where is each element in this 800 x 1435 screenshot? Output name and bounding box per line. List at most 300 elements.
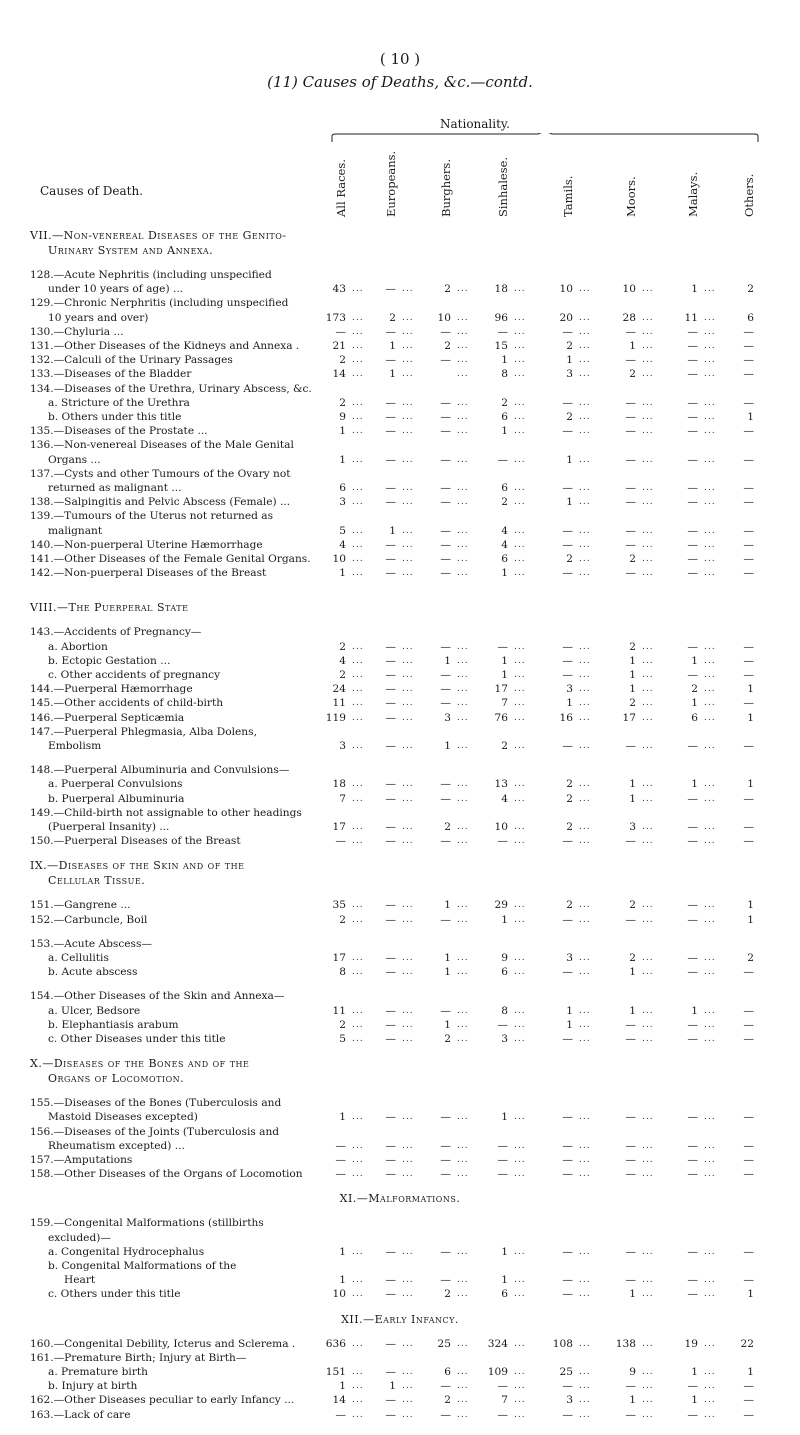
table-row <box>0 382 800 396</box>
leader-dots: ... <box>457 412 469 422</box>
leader-dots: ... <box>352 1112 364 1123</box>
cell-value: — <box>385 396 396 409</box>
leader-dots: ... <box>402 1409 414 1420</box>
leader-dots: ... <box>579 914 591 925</box>
cell-value: 2 <box>747 283 754 296</box>
leader-dots: ... <box>579 836 591 847</box>
cell-value: 1 <box>444 654 451 667</box>
leader-dots: ... <box>402 712 414 723</box>
cell-value: 1 <box>629 778 636 791</box>
cause-label: c. Others under this title <box>48 1288 181 1301</box>
cell-value: 6 <box>501 482 508 494</box>
leader-dots: ... <box>514 793 526 804</box>
cell-value: — <box>743 1139 754 1152</box>
cell-value: 18 <box>494 283 508 296</box>
leader-dots: ... <box>402 326 414 337</box>
leader-dots: ... <box>352 1019 364 1030</box>
leader-dots: ... <box>579 1367 591 1377</box>
table-row <box>0 668 800 682</box>
leader-dots: ... <box>514 1169 526 1180</box>
leader-dots: ... <box>642 655 654 666</box>
cell-value: 10 <box>332 553 346 565</box>
cell-value: — <box>385 1408 396 1421</box>
table-row <box>0 1096 800 1110</box>
cell-value: 1 <box>444 966 451 979</box>
leader-dots: ... <box>457 1155 469 1165</box>
cell-value: — <box>687 354 698 367</box>
cell-value: 1 <box>339 453 346 466</box>
leader-dots: ... <box>642 967 654 978</box>
leader-dots: ... <box>402 568 414 579</box>
leader-dots: ... <box>457 741 469 751</box>
cell-value: — <box>562 425 573 438</box>
cell-value: 10 <box>437 311 451 324</box>
cell-value: — <box>440 640 451 653</box>
cell-value: 76 <box>494 711 508 724</box>
cell-value: 17 <box>622 711 636 724</box>
cause-label: (Puerperal Insanity) ... <box>48 821 170 833</box>
cell-value: — <box>385 411 396 423</box>
cell-value: 1 <box>747 899 754 912</box>
cell-value: 7 <box>501 697 508 710</box>
leader-dots: ... <box>457 1140 469 1151</box>
cause-label: c. Other accidents of pregnancy <box>48 669 221 681</box>
leader-dots: ... <box>352 836 364 847</box>
cell-value: — <box>743 1004 754 1017</box>
leader-dots: ... <box>579 1409 591 1420</box>
leader-dots: ... <box>642 900 654 911</box>
cell-value: 8 <box>501 368 508 381</box>
cause-label: 158.—Other Diseases of the Organs of Locomotion <box>30 1168 303 1181</box>
cell-value: — <box>687 669 698 681</box>
cause-label: 129.—Chronic Nerphritis (including unspecified <box>30 297 289 310</box>
leader-dots: ... <box>704 953 716 963</box>
cell-value: — <box>385 697 396 710</box>
cell-value: 1 <box>501 654 508 667</box>
cell-value: 1 <box>747 1366 754 1378</box>
leader-dots: ... <box>579 1112 591 1123</box>
leader-dots: ... <box>704 454 716 465</box>
leader-dots: ... <box>704 741 716 751</box>
leader-dots: ... <box>457 284 469 295</box>
leader-dots: ... <box>457 641 469 652</box>
cell-value: — <box>687 1274 698 1287</box>
cell-value: — <box>743 354 754 367</box>
cell-value: — <box>687 368 698 381</box>
leader-dots: ... <box>402 369 414 380</box>
leader-dots: ... <box>514 712 526 723</box>
leader-dots: ... <box>642 554 654 564</box>
leader-dots: ... <box>402 698 414 709</box>
cell-value: 3 <box>629 821 636 833</box>
cell-value: 1 <box>444 1018 451 1031</box>
cell-value: — <box>687 792 698 805</box>
leader-dots: ... <box>402 539 414 550</box>
cell-value: — <box>625 496 636 509</box>
leader-dots: ... <box>457 341 469 351</box>
leader-dots: ... <box>514 1275 526 1286</box>
cell-value: 2 <box>339 354 346 367</box>
leader-dots: ... <box>579 1155 591 1165</box>
leader-dots: ... <box>402 454 414 465</box>
cell-value: 1 <box>691 778 698 791</box>
leader-dots: ... <box>457 1246 469 1257</box>
leader-dots: ... <box>579 953 591 963</box>
cell-value: — <box>743 524 754 537</box>
leader-dots: ... <box>579 284 591 295</box>
leader-dots: ... <box>514 684 526 695</box>
cell-value: — <box>385 496 396 509</box>
leader-dots: ... <box>642 454 654 465</box>
cell-value: 1 <box>501 1274 508 1287</box>
leader-dots: ... <box>579 525 591 536</box>
cell-value: 1 <box>501 425 508 438</box>
cell-value: — <box>385 567 396 580</box>
leader-dots: ... <box>579 967 591 978</box>
cell-value: 2 <box>566 899 573 912</box>
leader-dots: ... <box>352 412 364 422</box>
leader-dots: ... <box>579 497 591 508</box>
cell-value: 6 <box>444 1366 451 1378</box>
leader-dots: ... <box>579 369 591 380</box>
leader-dots: ... <box>704 684 716 695</box>
leader-dots: ... <box>704 1338 716 1349</box>
table-row <box>0 1018 800 1032</box>
cell-value: — <box>562 1288 573 1301</box>
cell-value: — <box>440 411 451 423</box>
cell-value: 10 <box>494 821 508 833</box>
cause-label: 137.—Cysts and other Tumours of the Ovary not <box>30 467 291 480</box>
cell-value: 2 <box>629 952 636 964</box>
cell-value: — <box>743 640 754 653</box>
cell-value: — <box>625 740 636 752</box>
table-row <box>0 1125 800 1139</box>
cell-value: — <box>687 396 698 409</box>
cause-label: a. Congenital Hydrocephalus <box>48 1245 205 1258</box>
cause-label: 157.—Amputations <box>30 1154 133 1166</box>
cause-label: b. Injury at birth <box>48 1380 138 1393</box>
cell-value: — <box>385 1139 396 1152</box>
cell-value: — <box>687 538 698 551</box>
leader-dots: ... <box>642 914 654 925</box>
cell-value: — <box>743 835 754 848</box>
leader-dots: ... <box>457 397 469 408</box>
cell-value: — <box>743 325 754 338</box>
page-number: ( 10 ) <box>379 50 421 68</box>
leader-dots: ... <box>514 698 526 709</box>
leader-dots: ... <box>704 914 716 925</box>
cell-value: — <box>497 1380 508 1393</box>
cell-value: — <box>625 411 636 423</box>
table-row <box>0 682 800 696</box>
table-row <box>0 424 800 438</box>
cause-label: 141.—Other Diseases of the Female Genital Organs. <box>30 553 311 565</box>
cell-value: — <box>385 669 396 681</box>
cell-value: — <box>335 1139 346 1152</box>
cell-value: — <box>625 1408 636 1421</box>
leader-dots: ... <box>642 822 654 832</box>
cause-label: 134.—Diseases of the Urethra, Urinary Abscess, &c. <box>30 382 312 395</box>
leader-dots: ... <box>402 822 414 832</box>
cell-value: — <box>687 1245 698 1258</box>
cell-value: — <box>385 821 396 833</box>
cell-value: 28 <box>622 311 636 324</box>
cell-value: — <box>335 1168 346 1181</box>
cause-label: b. Elephantiasis arabum <box>48 1018 179 1031</box>
cell-value: 1 <box>747 711 754 724</box>
cause-label: c. Other Diseases under this title <box>48 1033 226 1045</box>
leader-dots: ... <box>642 793 654 804</box>
section-heading: VIII.—The Puerperal State <box>30 601 189 615</box>
leader-dots: ... <box>704 539 716 550</box>
leader-dots: ... <box>352 284 364 295</box>
table-row <box>0 1153 800 1167</box>
cell-value: 1 <box>501 1111 508 1124</box>
leader-dots: ... <box>352 914 364 925</box>
cell-value: — <box>687 553 698 565</box>
cell-value: — <box>562 1111 573 1124</box>
cell-value: — <box>335 1154 346 1166</box>
table-row <box>0 268 800 282</box>
cell-value: 1 <box>339 425 346 438</box>
table-row <box>0 806 800 820</box>
cell-value: — <box>687 913 698 926</box>
cause-label: 162.—Other Diseases peculiar to early Infancy ... <box>30 1394 295 1407</box>
cell-value: 1 <box>501 913 508 926</box>
cell-value: 2 <box>566 792 573 805</box>
cell-value: — <box>687 821 698 833</box>
cell-value: 3 <box>566 368 573 381</box>
leader-dots: ... <box>352 655 364 666</box>
leader-dots: ... <box>352 1381 364 1392</box>
cell-value: — <box>385 1168 396 1181</box>
leader-dots: ... <box>352 698 364 709</box>
leader-dots: ... <box>514 741 526 751</box>
cell-value: — <box>440 1274 451 1287</box>
leader-dots: ... <box>457 1367 469 1377</box>
leader-dots: ... <box>704 341 716 351</box>
leader-dots: ... <box>514 525 526 536</box>
cell-value: 96 <box>494 311 508 324</box>
table-row <box>0 1287 800 1301</box>
leader-dots: ... <box>352 397 364 408</box>
table-row <box>0 1032 800 1046</box>
leader-dots: ... <box>514 967 526 978</box>
table-row <box>0 282 800 296</box>
table-row <box>0 410 800 424</box>
cell-value: — <box>743 966 754 979</box>
leader-dots: ... <box>514 397 526 408</box>
cell-value: — <box>385 683 396 696</box>
leader-dots: ... <box>402 641 414 652</box>
leader-dots: ... <box>704 1275 716 1286</box>
leader-dots: ... <box>704 900 716 911</box>
leader-dots: ... <box>642 1395 654 1406</box>
leader-dots: ... <box>457 1019 469 1030</box>
cell-value: — <box>440 396 451 409</box>
cell-value: 25 <box>559 1366 573 1378</box>
cell-value: — <box>440 1154 451 1166</box>
cell-value: — <box>440 453 451 466</box>
leader-dots: ... <box>704 284 716 295</box>
leader-dots: ... <box>514 369 526 380</box>
leader-dots: ... <box>457 1112 469 1123</box>
cell-value: — <box>625 1018 636 1031</box>
leader-dots: ... <box>402 670 414 680</box>
cell-value: — <box>562 396 573 409</box>
table-row <box>0 552 800 566</box>
cell-value: — <box>497 325 508 338</box>
cell-value: — <box>497 1408 508 1421</box>
leader-dots: ... <box>457 369 469 380</box>
cause-label: 10 years and over) <box>48 311 149 324</box>
leader-dots: ... <box>402 1169 414 1180</box>
cell-value: 1 <box>691 654 698 667</box>
leader-dots: ... <box>514 539 526 550</box>
leader-dots: ... <box>514 1246 526 1257</box>
cell-value: — <box>385 778 396 791</box>
cell-value: — <box>687 740 698 752</box>
leader-dots: ... <box>352 684 364 695</box>
cell-value: 35 <box>332 899 346 912</box>
cell-value: — <box>440 524 451 537</box>
leader-dots: ... <box>579 684 591 695</box>
cell-value: — <box>625 1274 636 1287</box>
cell-value: 1 <box>444 740 451 752</box>
cell-value: — <box>743 553 754 565</box>
cell-value: 1 <box>339 1274 346 1287</box>
leader-dots: ... <box>402 1275 414 1286</box>
cell-value: 3 <box>566 683 573 696</box>
cause-label: a. Stricture of the Urethra <box>48 396 190 409</box>
cell-value: — <box>562 740 573 752</box>
leader-dots: ... <box>579 670 591 680</box>
cell-value: — <box>743 654 754 667</box>
leader-dots: ... <box>457 426 469 437</box>
leader-dots: ... <box>352 1395 364 1406</box>
cell-value: 1 <box>339 1380 346 1393</box>
leader-dots: ... <box>579 793 591 804</box>
leader-dots: ... <box>642 1246 654 1257</box>
cell-value: 7 <box>501 1394 508 1407</box>
cell-value: 2 <box>629 553 636 565</box>
cause-label: 148.—Puerperal Albuminuria and Convulsions— <box>30 764 290 777</box>
cell-value: 3 <box>566 1394 573 1407</box>
leader-dots: ... <box>579 539 591 550</box>
leader-dots: ... <box>579 1019 591 1030</box>
cell-value: — <box>743 496 754 509</box>
leader-dots: ... <box>402 793 414 804</box>
leader-dots: ... <box>704 1409 716 1420</box>
cell-value: 2 <box>691 683 698 696</box>
cell-value: — <box>385 1111 396 1124</box>
table-row <box>0 524 800 538</box>
cell-value: — <box>743 669 754 681</box>
column-header: Malays. <box>686 171 700 217</box>
table-row <box>0 937 800 951</box>
leader-dots: ... <box>352 641 364 652</box>
cause-label: 156.—Diseases of the Joints (Tuberculosis and <box>30 1125 280 1138</box>
leader-dots: ... <box>352 1155 364 1165</box>
table-row <box>0 296 800 310</box>
leader-dots: ... <box>402 967 414 978</box>
cause-label: 159.—Congenital Malformations (stillbirths <box>30 1217 264 1230</box>
leader-dots: ... <box>457 483 469 493</box>
leader-dots: ... <box>514 655 526 666</box>
cell-value: — <box>562 669 573 681</box>
leader-dots: ... <box>402 1381 414 1392</box>
leader-dots: ... <box>352 326 364 337</box>
table-row <box>0 625 800 639</box>
cell-value: — <box>687 1288 698 1301</box>
cell-value: 1 <box>747 683 754 696</box>
leader-dots: ... <box>704 793 716 804</box>
leader-dots: ... <box>514 454 526 465</box>
cell-value: — <box>743 538 754 551</box>
leader-dots: ... <box>402 1395 414 1406</box>
table-row <box>0 453 800 467</box>
cell-value: 4 <box>501 524 508 537</box>
leader-dots: ... <box>352 497 364 508</box>
cell-value: 7 <box>339 792 346 805</box>
cell-value: 2 <box>566 821 573 833</box>
leader-dots: ... <box>352 483 364 493</box>
table-row <box>0 640 800 654</box>
leader-dots: ... <box>704 822 716 832</box>
cell-value: — <box>625 1111 636 1124</box>
leader-dots: ... <box>642 1112 654 1123</box>
cell-value: — <box>335 1408 346 1421</box>
cell-value: — <box>385 354 396 367</box>
table-row <box>0 1231 800 1245</box>
cell-value: 1 <box>566 1018 573 1031</box>
cause-label: 132.—Calculi of the Urinary Passages <box>30 354 233 367</box>
cell-value: — <box>687 425 698 438</box>
leader-dots: ... <box>457 326 469 337</box>
cause-label: 131.—Other Diseases of the Kidneys and Annexa . <box>30 340 300 352</box>
table-row <box>0 820 800 834</box>
cell-value: — <box>440 425 451 438</box>
cell-value: 1 <box>691 697 698 710</box>
table-row <box>0 1351 800 1365</box>
cell-value: — <box>440 325 451 338</box>
column-header: Sinhalese. <box>496 156 510 217</box>
cell-value: — <box>385 283 396 296</box>
table-row <box>0 711 800 725</box>
leader-dots: ... <box>579 397 591 408</box>
leader-dots: ... <box>457 967 469 978</box>
leader-dots: ... <box>642 312 654 323</box>
cell-value: 24 <box>332 683 346 696</box>
leader-dots: ... <box>352 1338 364 1349</box>
cell-value: — <box>335 325 346 338</box>
cause-label: 163.—Lack of care <box>30 1408 131 1421</box>
cell-value: — <box>625 1245 636 1258</box>
table-row <box>0 1259 800 1273</box>
leader-dots: ... <box>642 1169 654 1180</box>
cell-value: 21 <box>332 340 346 352</box>
cell-value: — <box>743 482 754 494</box>
leader-dots: ... <box>457 836 469 847</box>
cell-value: 3 <box>339 496 346 509</box>
leader-dots: ... <box>514 341 526 351</box>
cause-label: 143.—Accidents of Pregnancy— <box>30 626 202 639</box>
cell-value: 13 <box>494 778 508 791</box>
leader-dots: ... <box>642 483 654 493</box>
cause-label: 135.—Diseases of the Prostate ... <box>30 425 208 438</box>
cell-value: 2 <box>444 1033 451 1045</box>
leader-dots: ... <box>579 454 591 465</box>
